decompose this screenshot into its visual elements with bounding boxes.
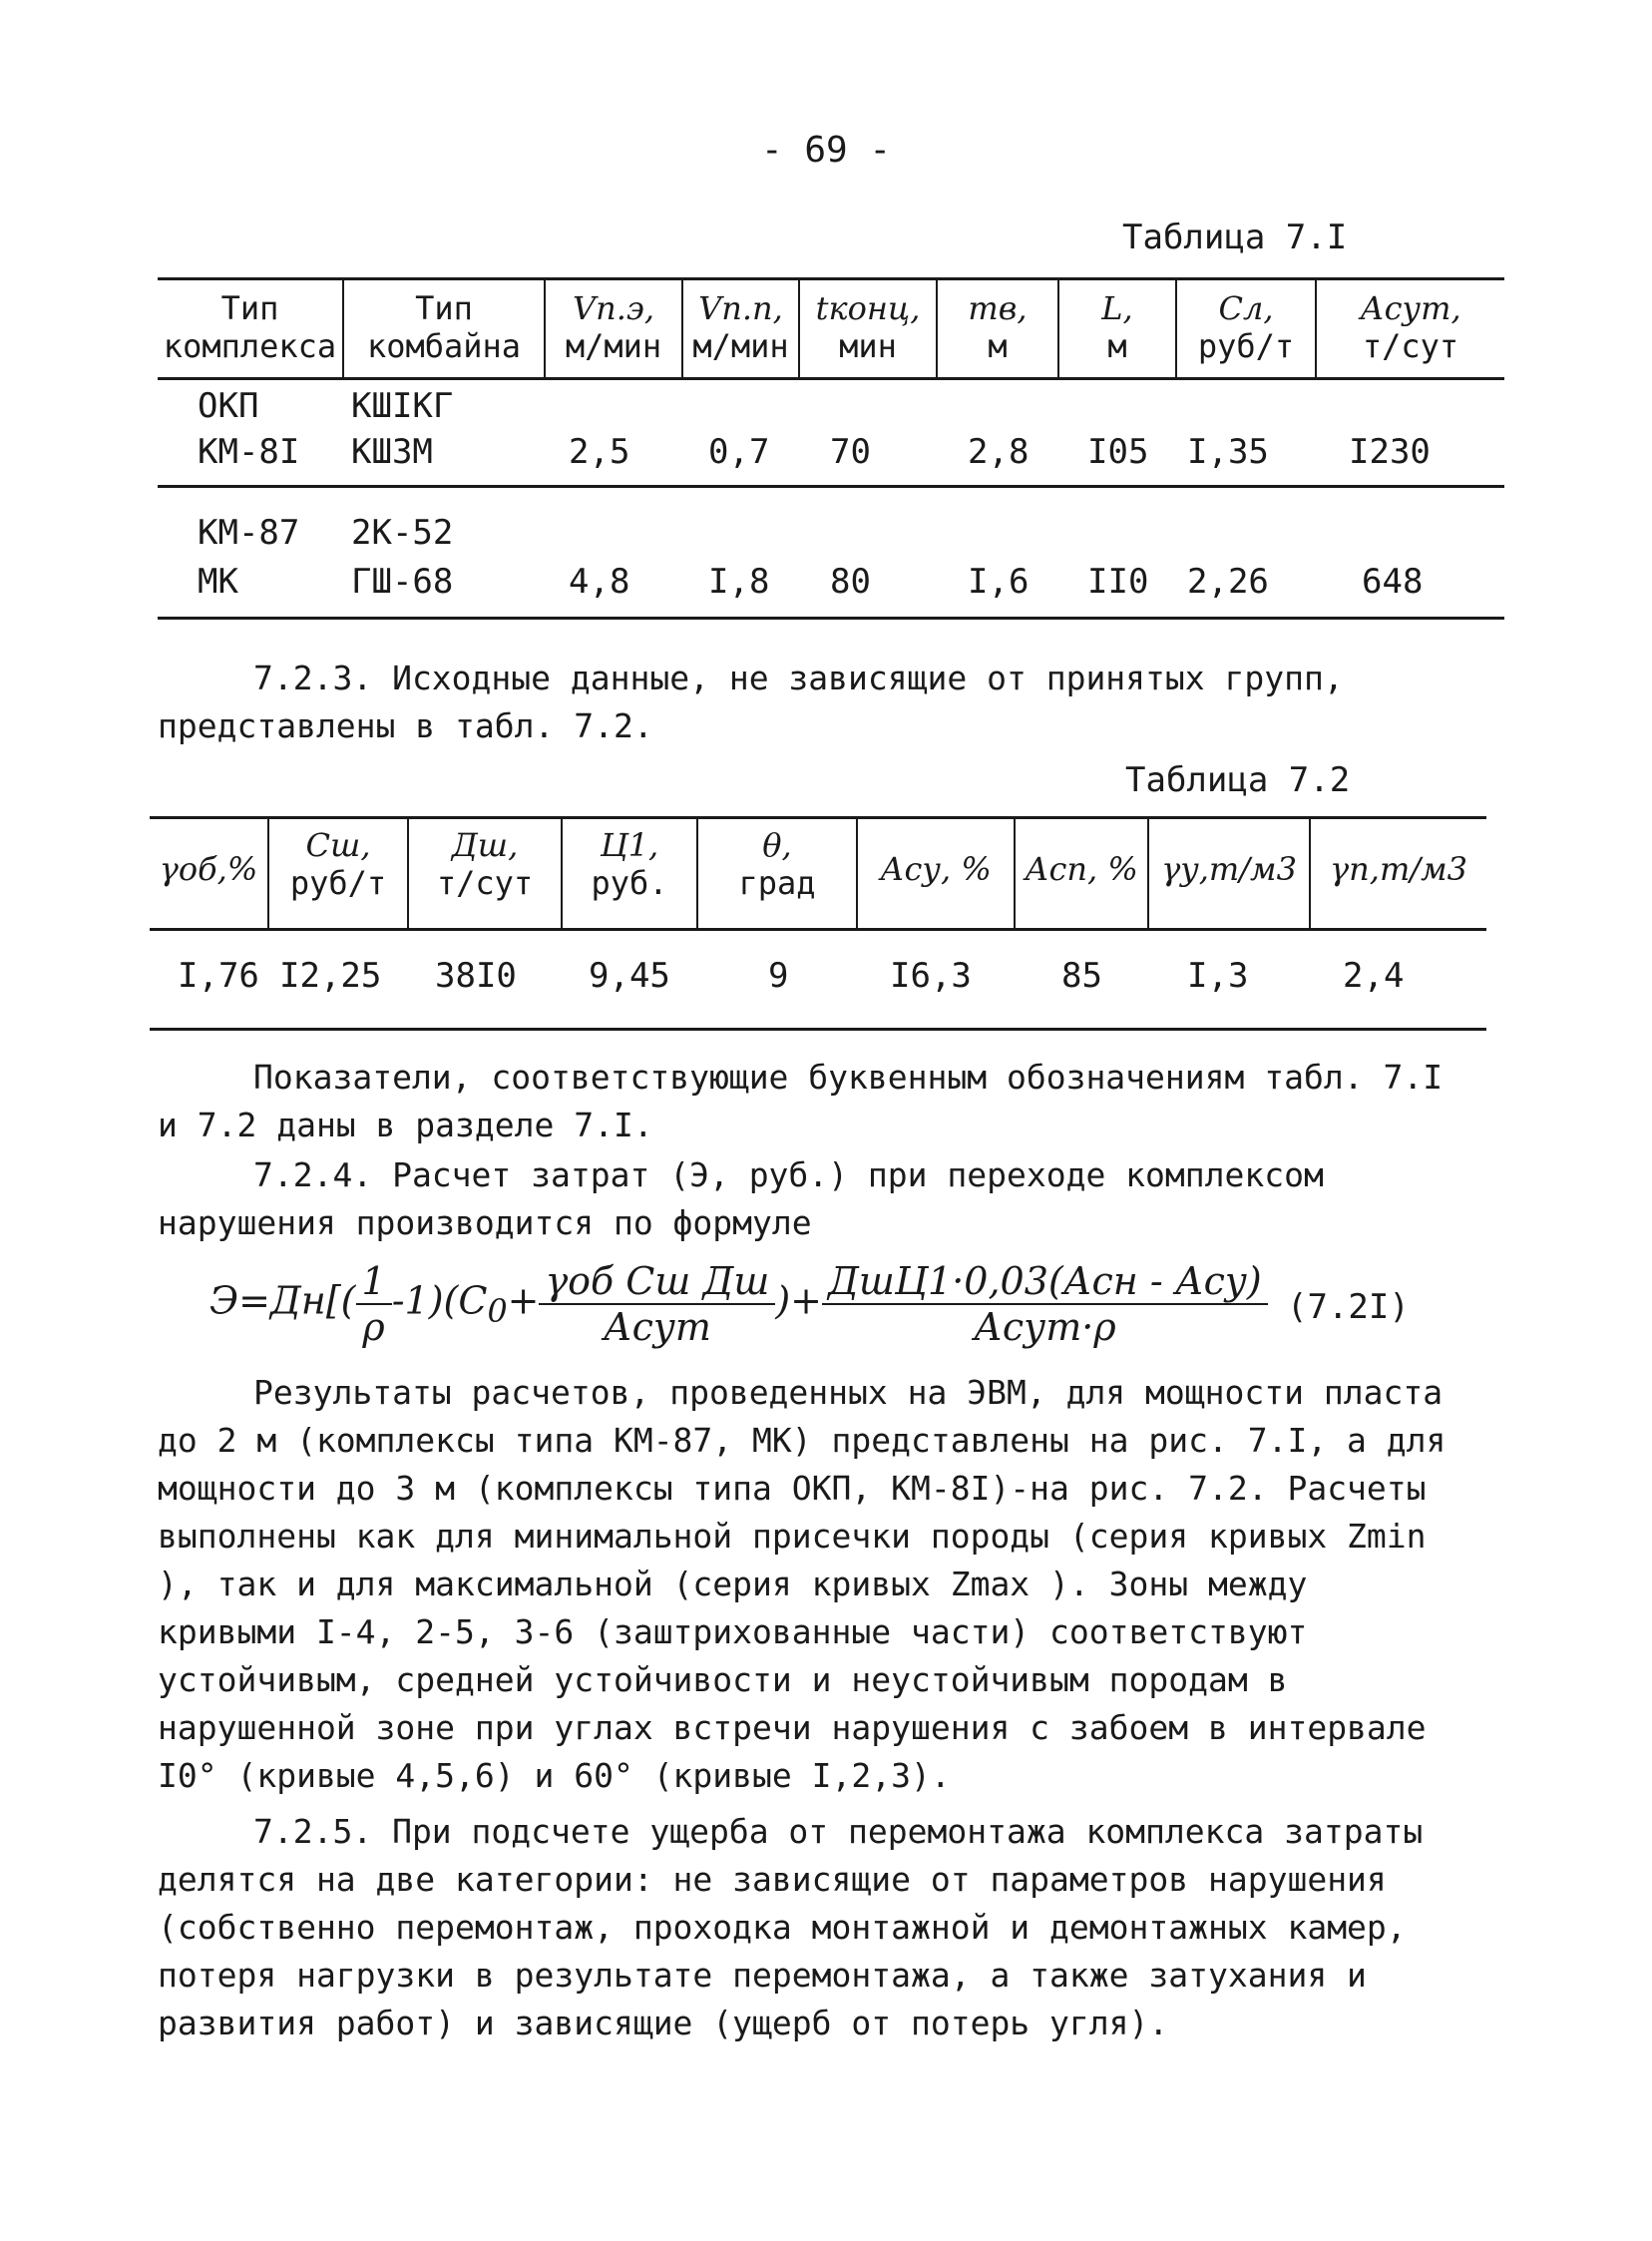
page-number: - 69 -	[760, 130, 892, 171]
formula-number: (7.2I)	[1287, 1287, 1410, 1327]
table-1-row-rule	[158, 485, 1504, 488]
table-2-header: Дш, т/сут	[436, 826, 534, 902]
table-2-header: Ц1, руб.	[591, 826, 668, 902]
table-1-cell: 4,8	[569, 562, 630, 602]
table-2-bottom-rule	[150, 1028, 1486, 1031]
table-1-combine: КШ3М	[351, 432, 433, 472]
table-1-complex: КМ-87	[198, 513, 300, 553]
paragraph-note: Показатели, соответствующие буквенным обозначениям табл. 7.I и 7.2 даны в разделе 7.I.	[158, 1058, 1444, 1144]
table-2-caption: Таблица 7.2	[1125, 760, 1351, 800]
table-2-header: Сш, руб/т	[289, 826, 387, 902]
formula-7-21: Э=Дн[( $\frac{1}{\rho}$ $-1)(С_0+$ $\frac{\text{γоб Сш Дш}}{\text{Асут}}$ )+ $\frac{\text{ДшЦ1·0,03(Асн - Асу)}}{\text{Асут·ρ}}$	[209, 1259, 1268, 1349]
table-1-cell: I,8	[708, 562, 770, 602]
table-1-cell: 0,7	[708, 432, 770, 472]
paragraph-7-2-5: 7.2.5. При подсчете ущерба от перемонтажа комплекса затраты делятся на две категории: не зависящие от параметров нарушения (собственно перемонтаж, проходка монтажной и демонтажных камер, потеря нагрузки в результате перемонтажа, а также затухания и развития работ) и зависящие (ущерб от потерь угля).	[158, 1812, 1424, 2042]
table-1-cell: I,35	[1187, 432, 1269, 472]
table-1-cell: 2,8	[968, 432, 1030, 472]
table-1-bottom-rule	[158, 617, 1504, 620]
table-1-header: mв, м	[968, 289, 1028, 365]
table-1-combine: ГШ-68	[351, 562, 454, 602]
table-1-cell: I05	[1087, 432, 1149, 472]
table-1-header: tконц, мин	[815, 289, 921, 365]
table-1-header: Тип комбайна	[366, 289, 522, 365]
table-1-caption: Таблица 7.I	[1122, 218, 1348, 257]
table-1-combine: КШIКГ	[351, 386, 454, 426]
table-1-cell: 80	[830, 562, 871, 602]
paragraph-7-2-3: 7.2.3. Исходные данные, не зависящие от принятых групп, представлены в табл. 7.2.	[158, 659, 1344, 745]
table-1-cell: II0	[1087, 562, 1149, 602]
table-2-header-rule	[150, 928, 1486, 931]
table-2-cell: 9	[768, 956, 789, 996]
table-2-top-rule	[150, 816, 1486, 819]
table-1-cell: I,6	[968, 562, 1030, 602]
table-1-cell: 70	[830, 432, 871, 472]
table-1-cell: 2,26	[1187, 562, 1269, 602]
table-1-header-rule	[158, 377, 1504, 380]
table-1-header: Сл, руб/т	[1197, 289, 1295, 365]
table-2-header: Асп, %	[1025, 850, 1138, 888]
table-2-header: γоб,%	[159, 850, 258, 888]
table-2-cell: 38I0	[435, 956, 517, 996]
table-1-complex: ОКП	[198, 386, 259, 426]
table-2-cell: I,3	[1187, 956, 1249, 996]
table-2-header: γп,т/м3	[1330, 850, 1467, 888]
table-1-complex: КМ-8I	[198, 432, 300, 472]
table-2-cell: 2,4	[1343, 956, 1405, 996]
table-2-cell: 9,45	[589, 956, 670, 996]
table-2-header: θ, град	[738, 826, 816, 902]
paragraph-results: Результаты расчетов, проведенных на ЭВМ, для мощности пласта до 2 м (комплексы типа КМ-87, МК) представлены на рис. 7.I, а для мощности до 3 м (комплексы типа ОКП, КМ-8I)-на рис. 7.2. Расчеты выполнены как для минимальной присечки породы (серия кривых Zmin ), так и для максимальной (серия кривых Zmax ). Зоны между кривыми I-4, 2-5, 3-6 (заштрихованные части) соответствуют устойчивым, средней устойчивости и неустойчивым породам в нарушенной зоне при углах встречи нарушения с забоем в интервале I0° (кривые 4,5,6) и 60° (кривые I,2,3).	[158, 1373, 1446, 1795]
table-2-cell: I2,25	[279, 956, 382, 996]
table-1-header: L, м	[1101, 289, 1133, 365]
table-1-complex: МК	[198, 562, 238, 602]
table-1-header: Тип комплекса	[163, 289, 337, 365]
table-1-combine: 2К-52	[351, 513, 454, 553]
table-1-cell: I230	[1349, 432, 1431, 472]
table-1-header: Vп.э, м/мин	[565, 289, 662, 365]
table-1-header: Vп.п, м/мин	[692, 289, 789, 365]
table-2-header: γу,т/м3	[1161, 850, 1297, 888]
table-1-top-rule	[158, 277, 1504, 280]
table-1-cell: 2,5	[569, 432, 630, 472]
table-1-header: Асут, т/сут	[1360, 289, 1461, 365]
table-2-header: Асу, %	[880, 850, 992, 888]
table-2-cell: I,76	[178, 956, 259, 996]
paragraph-7-2-4: 7.2.4. Расчет затрат (Э, руб.) при переходе комплексом нарушения производится по формуле	[158, 1155, 1324, 1242]
table-1-cell: 648	[1362, 562, 1424, 602]
table-2-cell: 85	[1061, 956, 1102, 996]
table-2-cell: I6,3	[890, 956, 972, 996]
